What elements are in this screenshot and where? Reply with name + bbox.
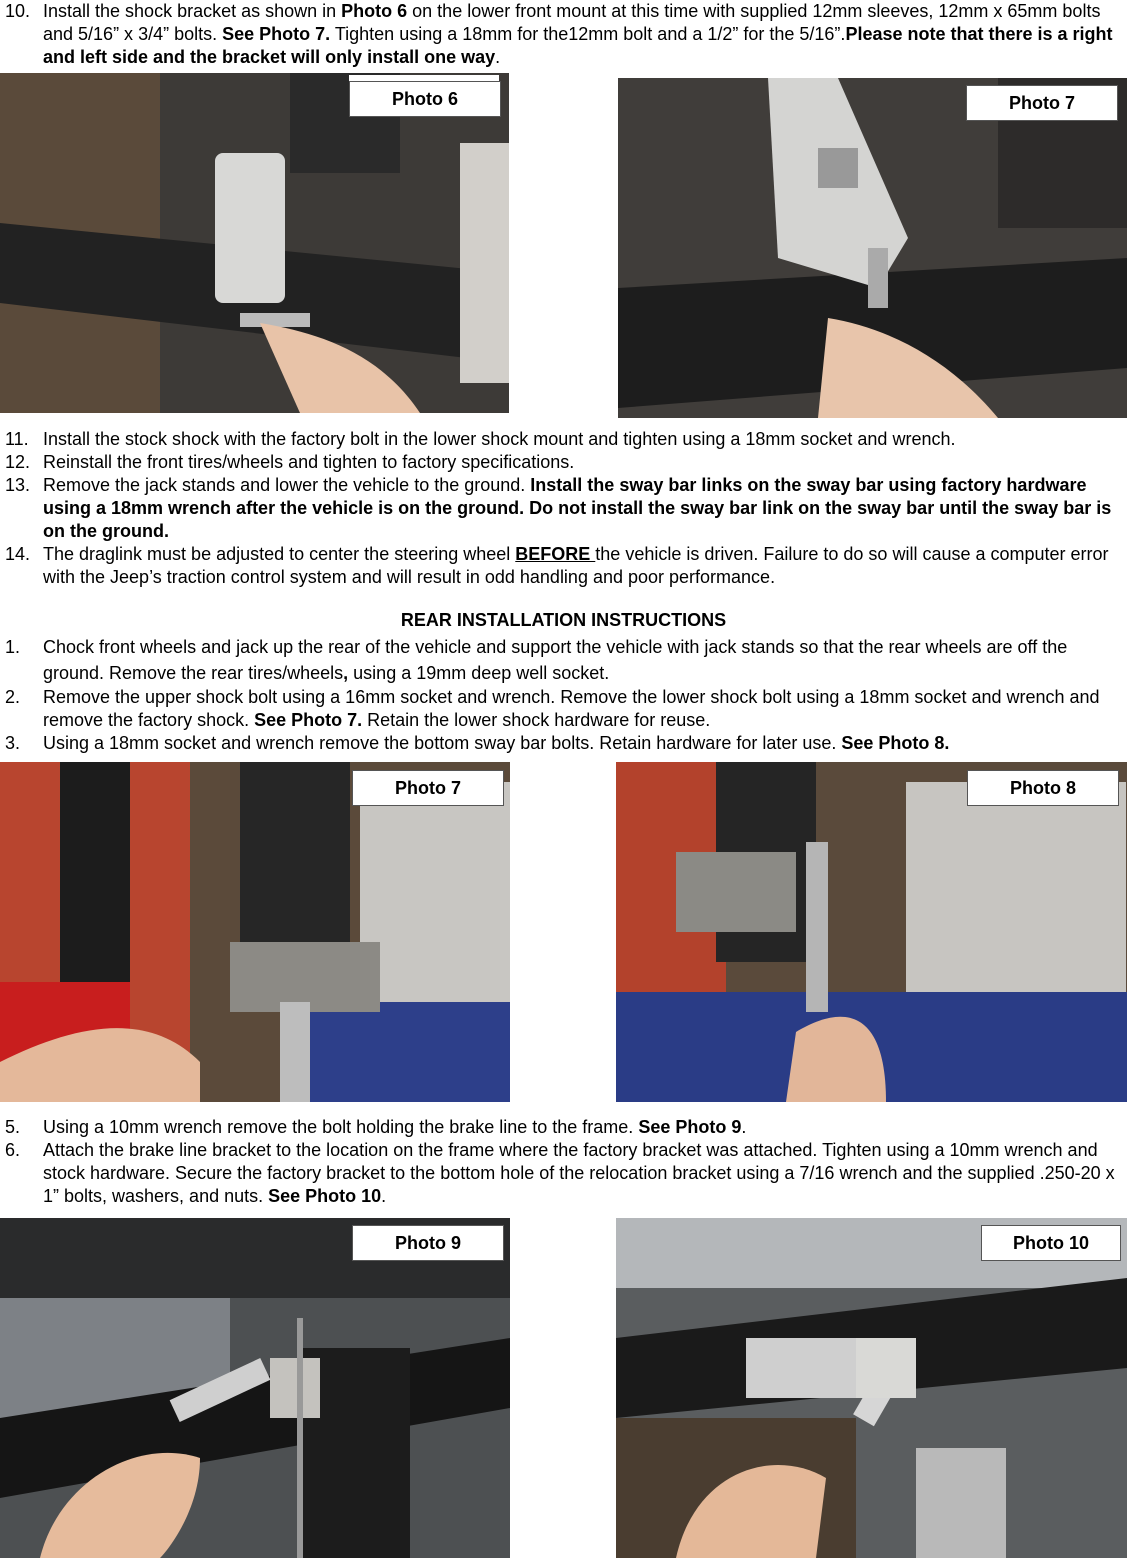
photo-10-image bbox=[616, 1218, 1127, 1558]
photo-6-label: Photo 6 bbox=[349, 81, 501, 117]
photo-7-label-top: Photo 7 bbox=[966, 85, 1118, 121]
step-10-text: 10. Install the shock bracket as shown in Photo 6 on the lower front mount at this time with supplied 12mm sleeves, 12mm x 65mm bolts and 5/16” x 3/4” bolts. See Photo 7. Tighten using a 18mm for the12mm bolt and a 1/2” for the 5/16”.Please note that there is a right and left side and the bracket will only install one way. bbox=[5, 1, 1113, 67]
step-13: 13. Remove the jack stands and lower the vehicle to the ground. Install the sway bar links on the sway bar using factory hardware using a 18mm wrench after the vehicle is on the ground. Do not install the sway bar link on the sway bar until the sway bar is on the ground. bbox=[5, 475, 1112, 541]
rear-step-1: 1. Chock front wheels and jack up the rear of the vehicle and support the vehicle with jack stands so that the rear wheels are off the ground. Remove the rear tires/wheels, using a 19mm deep well socket. bbox=[5, 637, 1068, 683]
photo-7-image bbox=[618, 78, 1127, 418]
rear-steps-1-3 bbox=[0, 634, 1120, 755]
step-14: 14. The draglink must be adjusted to center the steering wheel BEFORE the vehicle is driven. Failure to do so will cause a computer error with the Jeep’s traction control system and will result in odd handling and poor performance. bbox=[5, 544, 1109, 587]
photo-10-label: Photo 10 bbox=[981, 1225, 1121, 1261]
rear-step-6: 6. Attach the brake line bracket to the location on the frame where the factory bracket was attached. Tighten using a 10mm wrench and stock hardware. Secure the factory bracket to the bottom hole of the relocation bracket using a 7/16 wrench and the supplied .250-20 x 1” bolts, washers, and nuts. See Photo 10. bbox=[5, 1140, 1115, 1206]
step-12: 12. Reinstall the front tires/wheels and tighten to factory specifications. bbox=[5, 452, 575, 472]
rear-installation-heading: REAR INSTALLATION INSTRUCTIONS bbox=[400, 610, 727, 630]
photo-7-label-rear: Photo 7 bbox=[352, 770, 504, 806]
steps-11-14 bbox=[0, 428, 1120, 589]
photo-7-rear-image bbox=[0, 762, 510, 1102]
step-number: 10. bbox=[5, 1, 31, 21]
photo-9-label: Photo 9 bbox=[352, 1225, 504, 1261]
rear-step-2: 2. Remove the upper shock bolt using a 16mm socket and wrench. Remove the lower shock bolt using a 18mm socket and wrench and remove the factory shock. See Photo 7. Retain the lower shock hardware for reuse. bbox=[5, 687, 1100, 730]
step-11: 11. Install the stock shock with the factory bolt in the lower shock mount and tighten using a 18mm socket and wrench. bbox=[5, 429, 956, 449]
step-10 bbox=[0, 0, 1120, 69]
rear-step-3: 3. Using a 18mm socket and wrench remove the bottom sway bar bolts. Retain hardware for later use. See Photo 8. bbox=[5, 733, 950, 753]
photo-9-image bbox=[0, 1218, 510, 1558]
photo-6-image bbox=[0, 73, 509, 413]
photo-8-image bbox=[616, 762, 1127, 1102]
photo-8-label: Photo 8 bbox=[967, 770, 1119, 806]
rear-steps-5-6 bbox=[0, 1116, 1120, 1208]
rear-step-5: 5. Using a 10mm wrench remove the bolt holding the brake line to the frame. See Photo 9. bbox=[5, 1117, 747, 1137]
